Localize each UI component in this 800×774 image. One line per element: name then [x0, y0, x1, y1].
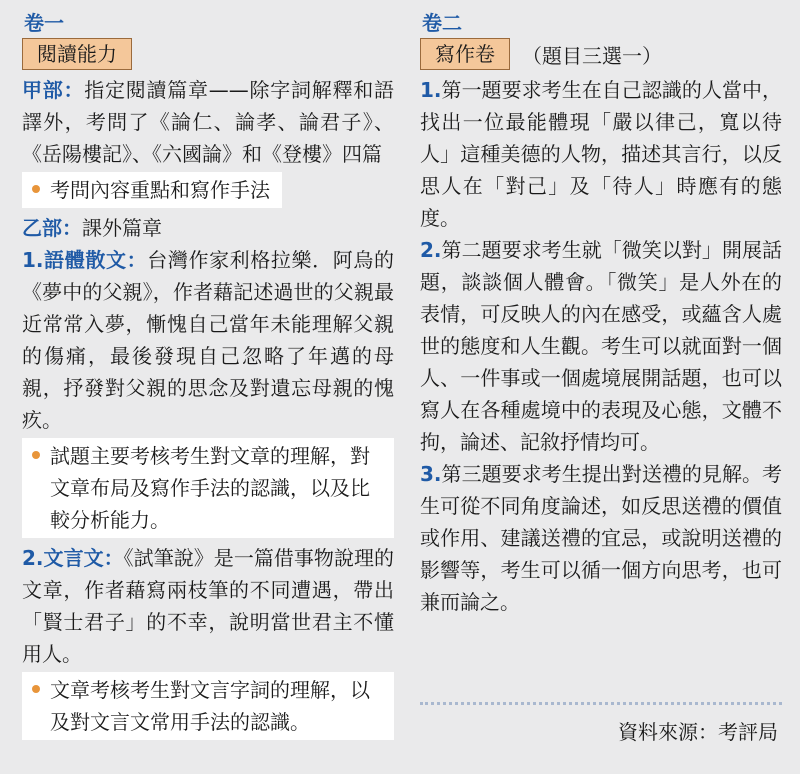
question3-text: 第三題要求考生提出對送禮的見解。考生可從不同角度論述，如反思送禮的價值或作用、建議送禮的宜忌，或說明送禮的影響等，考生可以循一個方向思考，也可兼而論之。 [420, 462, 782, 614]
item1-note [22, 438, 394, 538]
part-a-note [22, 172, 282, 208]
question1-text: 第一題要求考生在自己認識的人當中，找出一位最能體現「嚴以律己，寬以待人」這種美德的人物，描述其言行，以反思人在「對己」及「待人」時應有的態度。 [420, 78, 782, 230]
item1-paragraph [22, 244, 394, 436]
item2-note [22, 672, 394, 740]
part-a-note-text: 考問內容重點和寫作手法 [50, 178, 270, 202]
paper-two-tag-note: （題目三選一） [522, 43, 662, 68]
question1-label: 1. [420, 78, 442, 102]
part-a-paragraph [22, 74, 394, 170]
item2-paragraph [22, 542, 394, 670]
paper-two-tag-row [420, 38, 782, 70]
question3-label: 3. [420, 462, 442, 486]
part-b-paragraph [22, 212, 394, 244]
bullet-icon [32, 451, 40, 459]
question2-label: 2. [420, 238, 442, 262]
item2-note-text: 文章考核考生對文言字詞的理解，以及對文言文常用手法的認識。 [50, 678, 370, 734]
item1-label: 1.語體散文： [22, 248, 148, 272]
paper-one-title: 卷一 [24, 11, 64, 35]
paper-one-column [22, 10, 394, 744]
part-a-text: 指定閱讀篇章——除字詞解釋和語譯外，考問了《論仁、論孝、論君子》、《岳陽樓記》、《六國論》和《登樓》四篇 [22, 78, 394, 166]
item1-text: 台灣作家利格拉樂．阿烏的《夢中的父親》，作者藉記述過世的父親最近常常入夢，慚愧自己當年未能理解父親的傷痛，最後發現自己忽略了年邁的母親，抒發對父親的思念及對遺忘母親的愧疚。 [22, 248, 395, 432]
paper-two-title: 卷二 [422, 11, 462, 35]
paper-two-tag: 寫作卷 [420, 38, 510, 70]
question2-text: 第二題要求考生就「微笑以對」開展話題，談談個人體會。「微笑」是人外在的表情，可反映人的內在感受，或蘊含人處世的態度和人生觀。考生可以就面對一個人、一件事或一個處境展開話題，也可以寫人在各種處境中的表現及心態，文體不拘，論述、記敘抒情均可。 [420, 238, 782, 454]
question3-paragraph [420, 458, 782, 618]
question2-paragraph [420, 234, 782, 458]
source-credit: 資料來源：考評局 [618, 720, 778, 744]
part-a-label: 甲部： [22, 78, 85, 102]
part-b-text: 課外篇章 [82, 216, 162, 240]
paper-one-tag: 閱讀能力 [22, 38, 132, 70]
part-b-label: 乙部： [22, 216, 82, 240]
item2-text: 《試筆說》是一篇借事物說理的文章，作者藉寫兩枝筆的不同遭遇，帶出「賢士君子」的不幸，說明當世君主不懂用人。 [22, 546, 395, 666]
item1-note-text: 試題主要考核考生對文章的理解，對文章布局及寫作手法的認識，以及比較分析能力。 [50, 444, 370, 532]
bullet-icon [32, 185, 40, 193]
item2-label: 2.文言文： [22, 546, 124, 570]
bullet-icon [32, 685, 40, 693]
question1-paragraph [420, 74, 782, 234]
paper-one-tag-row [22, 38, 394, 70]
paper-two-column [420, 10, 782, 618]
dotted-divider [420, 702, 782, 705]
